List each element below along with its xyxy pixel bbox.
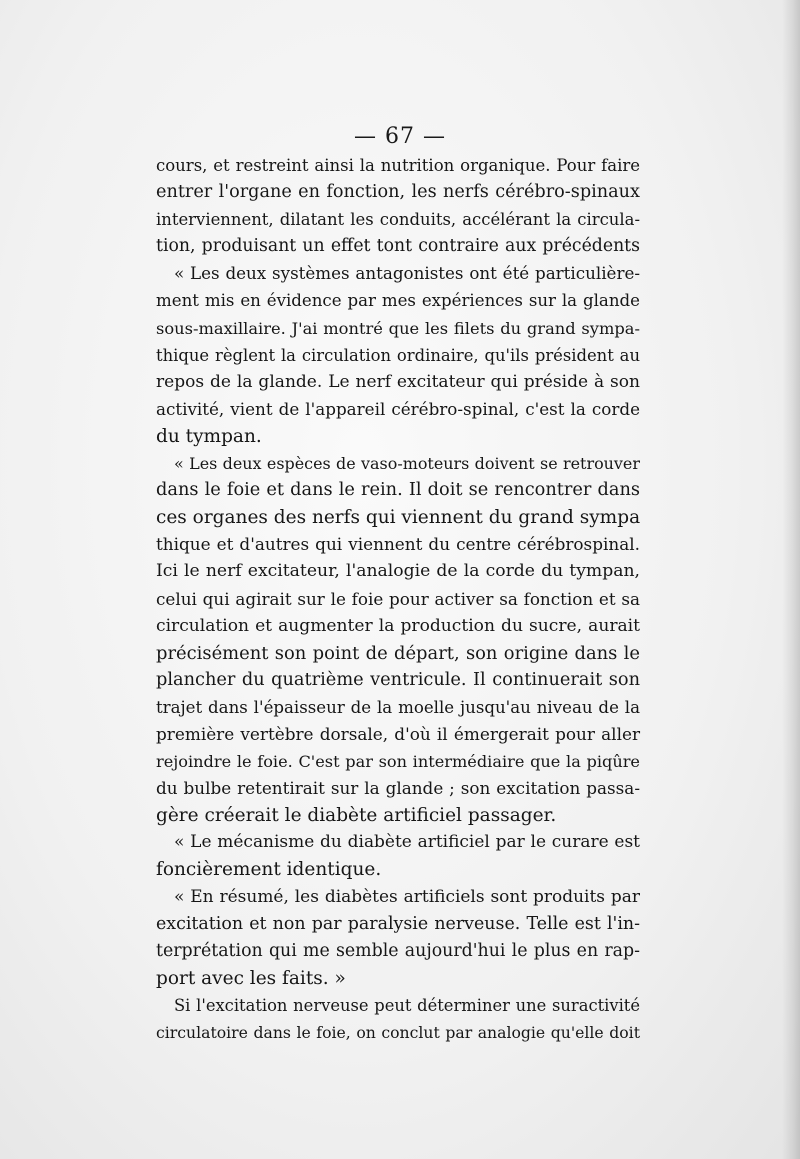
text-line: plancher du quatrième ventricule. Il continuerait son — [156, 669, 640, 690]
text-line: gère créerait le diabète artificiel passager. — [156, 805, 557, 827]
text-line: Ici le nerf excitateur, l'analogie de la corde du tympan, — [156, 561, 640, 582]
text-line: du tympan. — [156, 425, 262, 447]
text-line: circulation et augmenter la production du sucre, aurait — [156, 615, 640, 636]
text-line: première vertèbre dorsale, d'où il émergerait pour aller — [156, 723, 640, 744]
text-line: ment mis en évidence par mes expériences sur la glande — [156, 291, 640, 311]
body-text — [156, 152, 640, 1046]
text-line: circulatoire dans le foie, on conclut par analogie qu'elle doit — [156, 1023, 640, 1042]
text-line: thique et d'autres qui viennent du centre cérébrospinal. — [156, 534, 640, 555]
text-line: port avec les faits. » — [156, 967, 346, 989]
text-line: repos de la glande. Le nerf excitateur qui préside à son — [156, 371, 640, 392]
text-line: thique règlent la circulation ordinaire, qu'ils président au — [156, 345, 640, 365]
text-line: trajet dans l'épaisseur de la moelle jusqu'au niveau de la — [156, 697, 640, 717]
text-line: « En résumé, les diabètes artificiels sont produits par — [174, 886, 640, 907]
text-line: terprétation qui me semble aujourd'hui le plus en rap- — [156, 940, 640, 961]
text-line: Si l'excitation nerveuse peut déterminer une suractivité — [174, 995, 640, 1015]
text-line: activité, vient de l'appareil cérébro-spinal, c'est la corde — [156, 398, 640, 419]
text-line: sous-maxillaire. J'ai montré que les filets du grand sympa- — [156, 318, 640, 338]
text-line: dans le foie et dans le rein. Il doit se rencontrer dans — [156, 480, 640, 501]
text-line: entrer l'organe en fonction, les nerfs cérébro-spinaux — [156, 182, 640, 203]
text-line: rejoindre le foie. C'est par son intermédiaire que la piqûre — [156, 752, 640, 772]
text-line: « Les deux espèces de vaso-moteurs doivent se retrouver — [174, 454, 640, 474]
page-number: — 67 — — [354, 124, 446, 149]
text-line: « Les deux systèmes antagonistes ont été particulière- — [174, 263, 640, 284]
text-line: celui qui agirait sur le foie pour activer sa fonction et sa — [156, 588, 640, 609]
text-line: foncièrement identique. — [156, 859, 382, 881]
page-edge-shadow — [782, 0, 800, 1159]
text-line: « Le mécanisme du diabète artificiel par le curare est — [174, 832, 640, 853]
text-line: cours, et restreint ainsi la nutrition organique. Pour faire — [156, 156, 640, 175]
text-line: du bulbe retentirait sur la glande ; son excitation passa- — [156, 778, 640, 799]
text-line: excitation et non par paralysie nerveuse. Telle est l'in- — [156, 913, 640, 934]
text-line: interviennent, dilatant les conduits, accélérant la circula- — [156, 210, 640, 230]
text-line: tion, produisant un effet tont contraire aux précédents — [156, 236, 640, 257]
text-line: précisément son point de départ, son origine dans le — [156, 642, 640, 664]
text-line: ces organes des nerfs qui viennent du grand sympa — [156, 507, 641, 529]
